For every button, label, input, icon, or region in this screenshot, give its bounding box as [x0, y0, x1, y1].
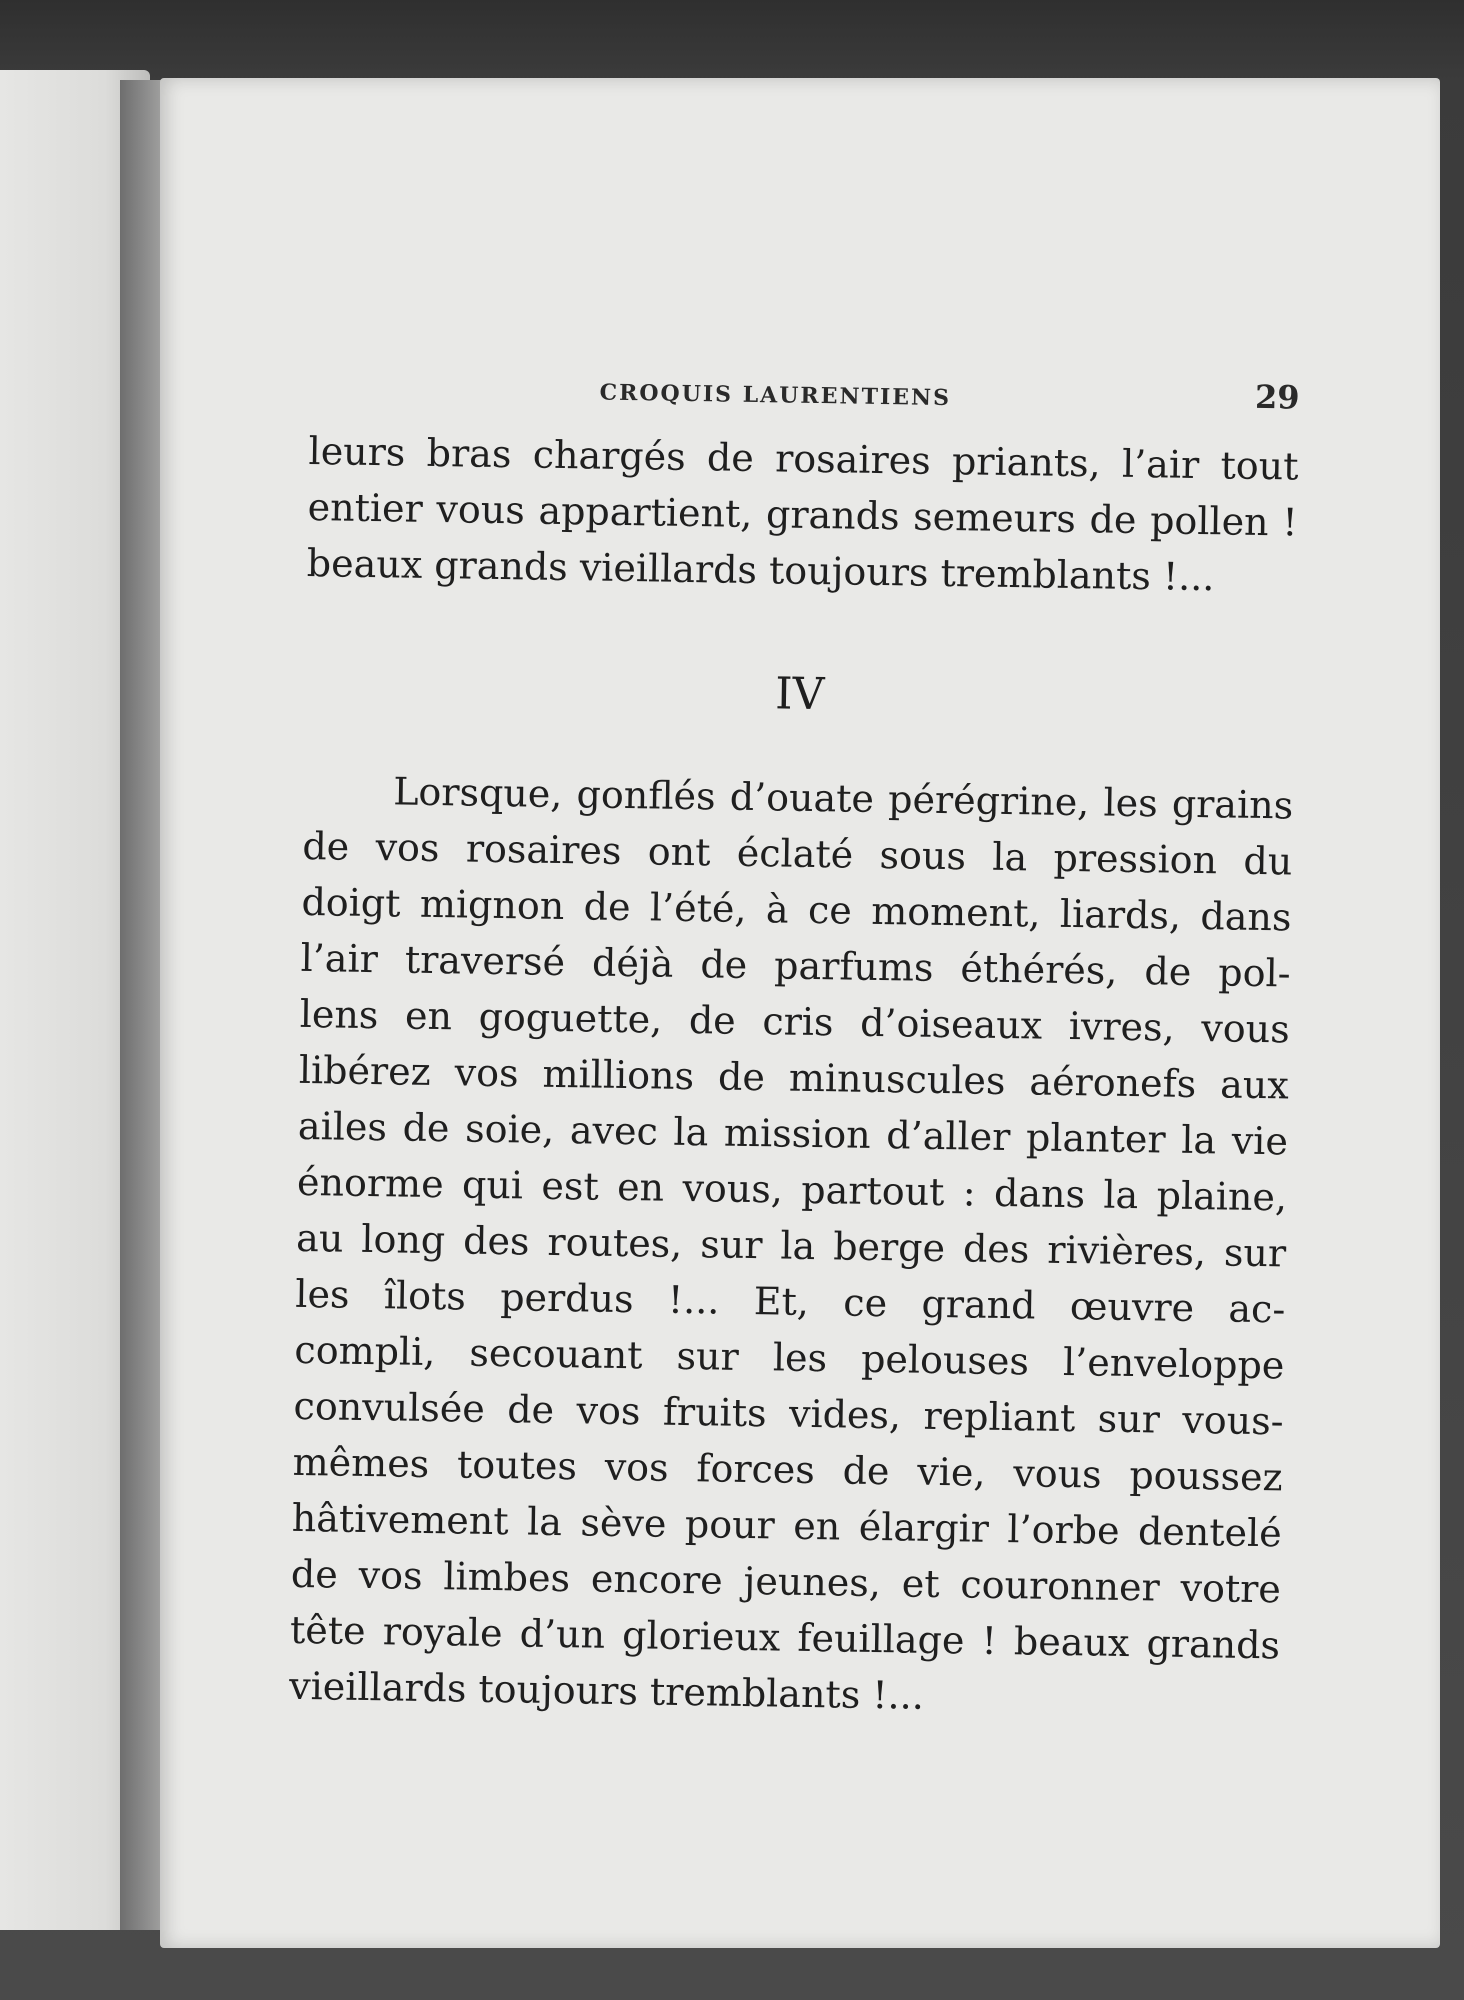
text-line: lens en goguette, de cris d’oiseaux ivres, vous	[299, 991, 1290, 1052]
text-line: les îlots perdus !... Et, ce grand œuvre ac-	[295, 1271, 1286, 1332]
text-line: tête royale d’un glorieux feuillage ! beaux grands	[289, 1607, 1281, 1668]
text-line: l’air traversé déjà de parfums éthérés, de pol-	[300, 935, 1291, 996]
text-line: leurs bras chargés de rosaires priants, l’air tout	[308, 428, 1299, 489]
page-content	[289, 363, 1300, 1729]
text-line: entier vous appartient, grands semeurs de pollen !	[307, 484, 1298, 545]
text-line: beaux grands vieillards toujours tremblants !...	[306, 540, 1215, 600]
book-page	[160, 78, 1440, 1948]
text-line: vieillards toujours tremblants !...	[288, 1663, 925, 1718]
text-line: de vos rosaires ont éclaté sous la pression du	[302, 823, 1293, 884]
running-head: CROQUIS LAURENTIENS	[599, 379, 952, 412]
text-line: ailes de soie, avec la mission d’aller planter la vie	[297, 1103, 1289, 1164]
text-line: énorme qui est en vous, partout : dans la plaine,	[296, 1159, 1288, 1220]
section-numeral: IV	[774, 668, 825, 721]
text-line: Lorsque, gonflés d’ouate pérégrine, les grains	[392, 769, 1294, 828]
text-line: mêmes toutes vos forces de vie, vous poussez	[292, 1439, 1283, 1500]
text-line: hâtivement la sève pour en élargir l’orbe dentelé	[291, 1495, 1283, 1556]
text-line: libérez vos millions de minuscules aéronefs aux	[298, 1047, 1290, 1108]
continuation-paragraph	[306, 423, 1299, 607]
text-line: convulsée de vos fruits vides, repliant sur vous-	[293, 1383, 1284, 1444]
text-line: doigt mignon de l’été, à ce moment, liards, dans	[301, 879, 1292, 940]
text-line: au long des routes, sur la berge des rivières, sur	[295, 1215, 1287, 1276]
text-line: de vos limbes encore jeunes, et couronner votre	[290, 1551, 1282, 1612]
page-number: 29	[1254, 377, 1300, 417]
text-line: compli, secouant sur les pelouses l’enveloppe	[294, 1327, 1285, 1388]
section-paragraph	[289, 762, 1294, 1729]
